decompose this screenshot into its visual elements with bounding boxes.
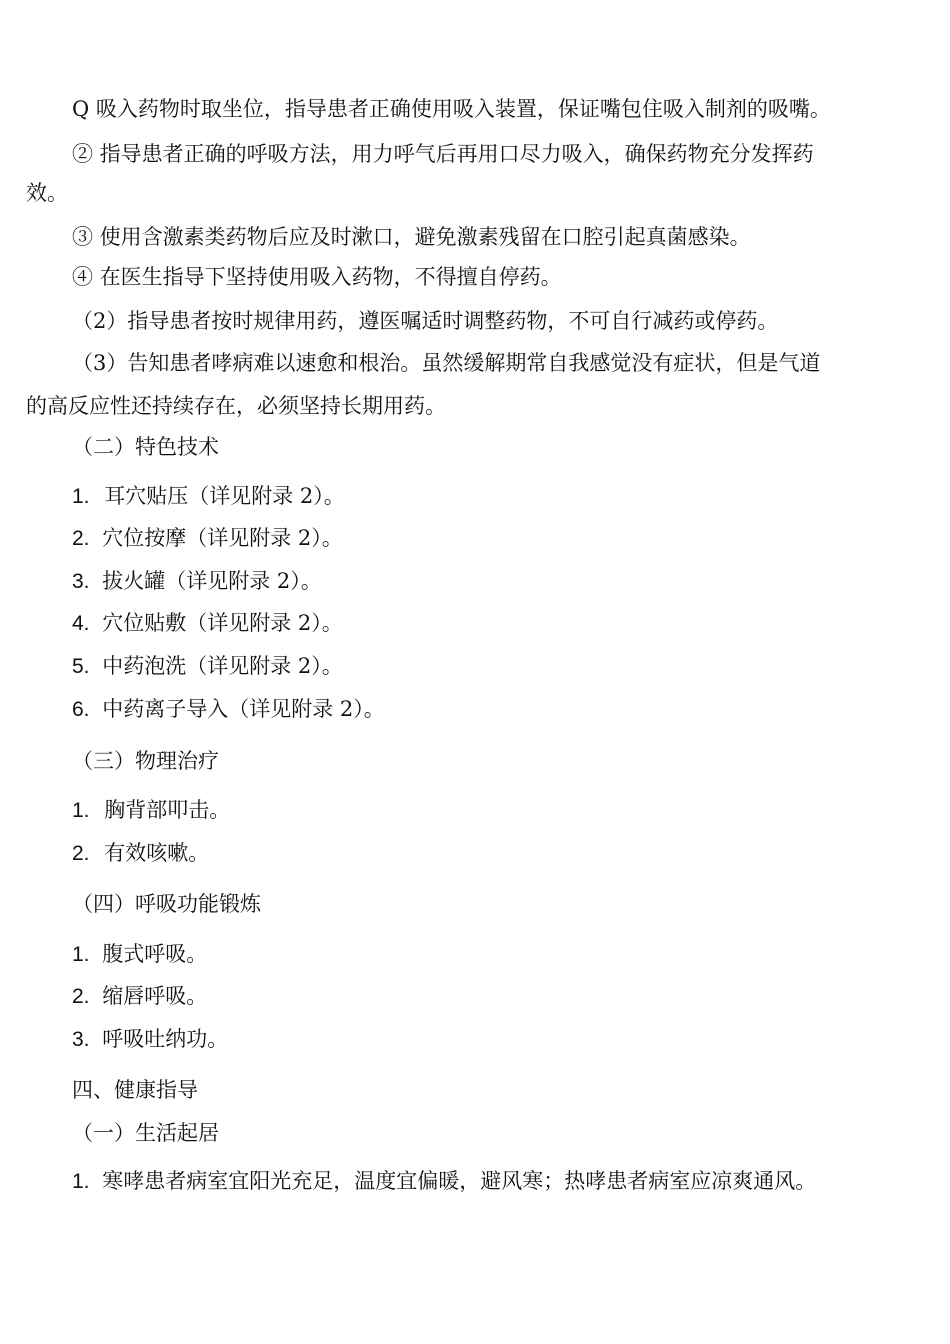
list-item [72, 608, 343, 638]
list-number: 6. [72, 698, 90, 721]
paragraph-persist-inhaler: ④ 在医生指导下坚持使用吸入药物，不得擅自停药。 [72, 265, 562, 289]
list-number: 4. [72, 612, 90, 635]
list-item [72, 981, 207, 1011]
subheading-daily-living: （一）生活起居 [72, 1121, 219, 1145]
list-item [72, 1166, 816, 1196]
list-text: 拔火罐（详见附录 2）。 [102, 569, 322, 593]
paragraph-long-term: （3）告知患者哮病难以速愈和根治。虽然缓解期常自我感觉没有症状，但是气道 [72, 351, 821, 375]
list-text: 中药离子导入（详见附录 2）。 [102, 697, 385, 721]
list-number: 2. [72, 842, 90, 865]
list-number: 3. [72, 570, 90, 593]
heading-breathing-exercise: （四）呼吸功能锻炼 [72, 892, 261, 916]
list-number: 3. [72, 1028, 90, 1051]
paragraph-breathing-method-cont: 效。 [26, 181, 68, 205]
list-item [72, 566, 322, 596]
list-number: 2. [72, 527, 90, 550]
heading-special-techniques: （二）特色技术 [72, 435, 219, 459]
list-number: 1. [72, 1170, 90, 1193]
list-text: 呼吸吐纳功。 [102, 1027, 229, 1051]
list-text: 穴位按摩（详见附录 2）。 [102, 526, 343, 550]
list-text: 耳穴贴压（详见附录 2）。 [104, 484, 345, 508]
list-text: 胸背部叩击。 [104, 798, 231, 822]
list-number: 1. [72, 799, 90, 822]
list-item [72, 1024, 228, 1054]
paragraph-long-term-cont: 的高反应性还持续存在，必须坚持长期用药。 [26, 394, 446, 418]
list-number: 2. [72, 985, 90, 1008]
list-item [72, 795, 230, 825]
list-number: 1. [72, 485, 90, 508]
paragraph-rinse-mouth: ③ 使用含激素类药物后应及时漱口，避免激素残留在口腔引起真菌感染。 [72, 225, 751, 249]
list-text: 腹式呼吸。 [102, 942, 208, 966]
paragraph-inhaler-posture: Q 吸入药物时取坐位，指导患者正确使用吸入装置，保证嘴包住吸入制剂的吸嘴。 [72, 97, 831, 121]
list-text: 中药泡洗（详见附录 2）。 [102, 654, 343, 678]
list-text: 有效咳嗽。 [104, 841, 210, 865]
list-text: 穴位贴敷（详见附录 2）。 [102, 611, 343, 635]
list-text: 缩唇呼吸。 [102, 984, 208, 1008]
list-item [72, 651, 343, 681]
heading-physical-therapy: （三）物理治疗 [72, 749, 219, 773]
list-number: 5. [72, 655, 90, 678]
paragraph-breathing-method: ② 指导患者正确的呼吸方法，用力呼气后再用口尽力吸入，确保药物充分发挥药 [72, 142, 814, 166]
heading-health-guidance: 四、健康指导 [72, 1078, 198, 1102]
list-item [72, 481, 345, 511]
list-text: 寒哮患者病室宜阳光充足，温度宜偏暖，避风寒；热哮患者病室应凉爽通风。 [102, 1169, 817, 1193]
list-item [72, 523, 343, 553]
list-item [72, 939, 207, 969]
list-number: 1. [72, 943, 90, 966]
paragraph-regular-medication: （2）指导患者按时规律用药，遵医嘱适时调整药物，不可自行减药或停药。 [72, 309, 779, 333]
list-item [72, 838, 209, 868]
list-item [72, 694, 385, 724]
